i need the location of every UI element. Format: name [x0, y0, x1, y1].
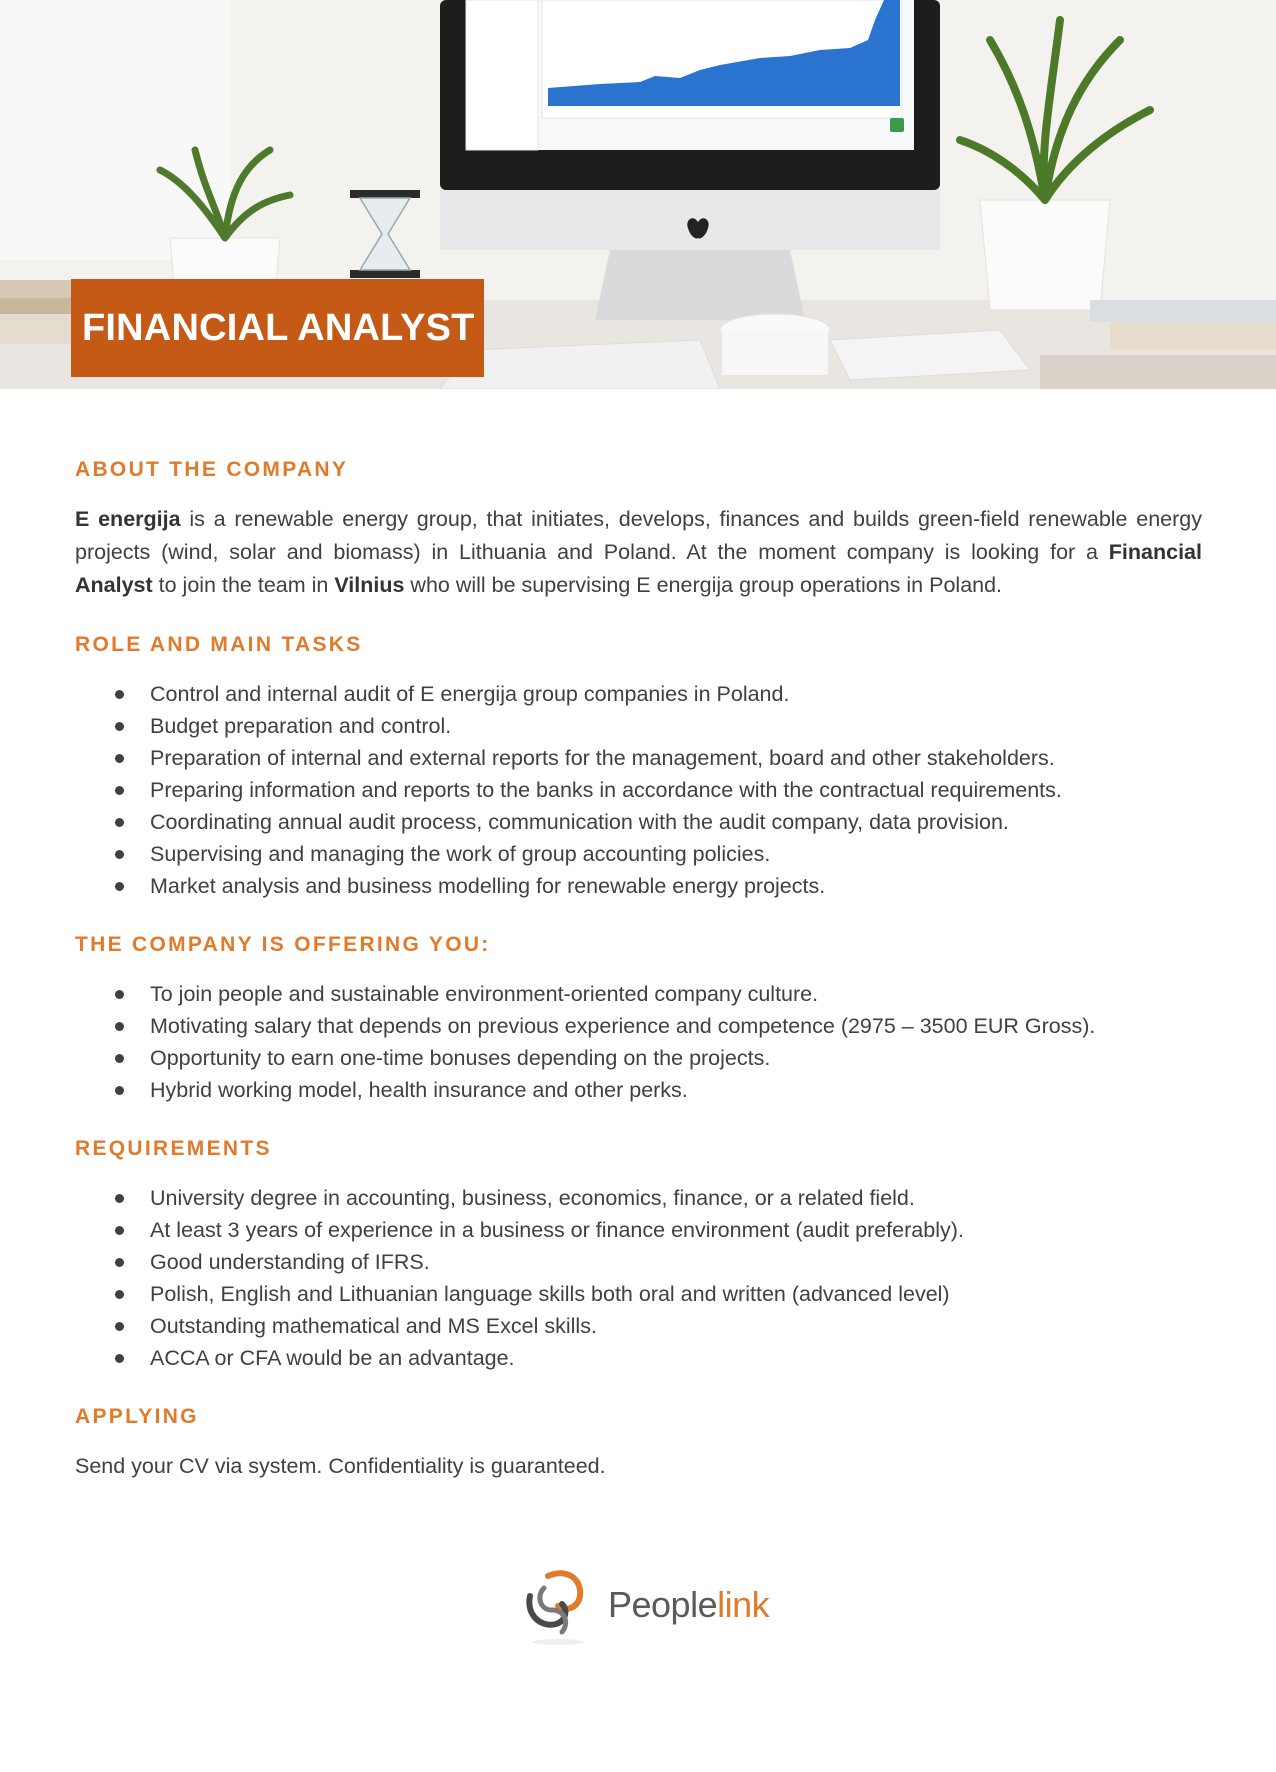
- city-name: Vilnius: [334, 573, 405, 597]
- peoplelink-logo: [518, 1566, 770, 1648]
- requirements-heading: REQUIREMENTS: [75, 1137, 272, 1160]
- peoplelink-logo-icon: [518, 1566, 598, 1648]
- role-name: Financial Analyst: [75, 540, 1202, 597]
- list-item: At least 3 years of experience in a business or finance environment (audit preferably).: [75, 1214, 1202, 1246]
- list-item: Motivating salary that depends on previous experience and competence (2975 – 3500 EUR Gross).: [75, 1010, 1202, 1042]
- list-item: Market analysis and business modelling for renewable energy projects.: [75, 870, 1202, 902]
- about-text-3: who will be supervising E energija group operations in Poland.: [404, 573, 1003, 597]
- list-item: Coordinating annual audit process, communication with the audit company, data provision.: [75, 806, 1202, 838]
- logo-text-link: link: [717, 1584, 770, 1625]
- list-item: Preparing information and reports to the banks in accordance with the contractual requirements.: [75, 774, 1202, 806]
- peoplelink-logo-text: [608, 1584, 769, 1626]
- job-description: [75, 455, 1202, 1483]
- list-item: ACCA or CFA would be an advantage.: [75, 1342, 1202, 1374]
- about-paragraph: [75, 503, 1202, 602]
- list-item: Supervising and managing the work of group accounting policies.: [75, 838, 1202, 870]
- about-text-2: to join the team in: [152, 573, 335, 597]
- list-item: Preparation of internal and external reports for the management, board and other stakeholders.: [75, 742, 1202, 774]
- list-item: Opportunity to earn one-time bonuses depending on the projects.: [75, 1042, 1202, 1074]
- role-list: [75, 678, 1202, 902]
- about-heading: ABOUT THE COMPANY: [75, 458, 349, 481]
- list-item: Outstanding mathematical and MS Excel skills.: [75, 1310, 1202, 1342]
- list-item: Hybrid working model, health insurance and other perks.: [75, 1074, 1202, 1106]
- applying-text: Send your CV via system. Confidentiality is guaranteed.: [75, 1454, 606, 1478]
- list-item: Budget preparation and control.: [75, 710, 1202, 742]
- list-item: University degree in accounting, business, economics, finance, or a related field.: [75, 1182, 1202, 1214]
- applying-heading: APPLYING: [75, 1405, 199, 1428]
- job-title: FINANCIAL ANALYST: [82, 306, 475, 349]
- list-item: Polish, English and Lithuanian language skills both oral and written (advanced level): [75, 1278, 1202, 1310]
- list-item: Control and internal audit of E energija group companies in Poland.: [75, 678, 1202, 710]
- offer-heading: THE COMPANY IS OFFERING YOU:: [75, 933, 491, 956]
- requirements-list: [75, 1182, 1202, 1374]
- hero-banner: [0, 0, 1276, 389]
- company-name: E energija: [75, 507, 181, 531]
- about-text-1: is a renewable energy group, that initiates, develops, finances and builds green-field renewable energy projects (wind, solar and biomass) in Lithuania and Poland. At the moment company is looking for a: [75, 507, 1203, 564]
- job-title-banner: [71, 279, 484, 377]
- list-item: Good understanding of IFRS.: [75, 1246, 1202, 1278]
- list-item: To join people and sustainable environment-oriented company culture.: [75, 978, 1202, 1010]
- role-heading: ROLE AND MAIN TASKS: [75, 633, 363, 656]
- offer-list: [75, 978, 1202, 1106]
- logo-text-people: People: [608, 1584, 718, 1625]
